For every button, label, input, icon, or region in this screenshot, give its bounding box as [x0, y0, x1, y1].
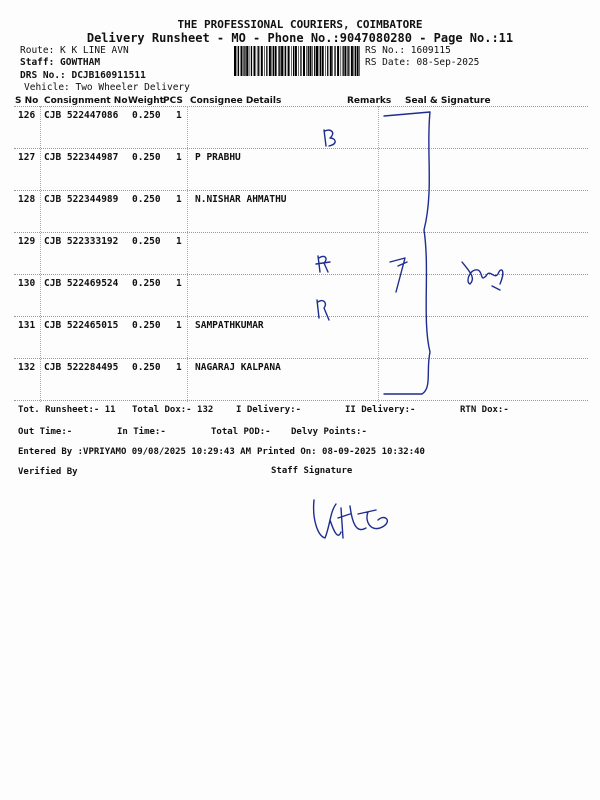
out-time: Out Time:-: [18, 427, 73, 437]
row-sno: 132: [18, 362, 36, 373]
row-consignment: CJB 522344987: [44, 152, 119, 163]
col-header-pcs: PCS: [163, 96, 183, 106]
row-consignment: CJB 522344989: [44, 194, 119, 205]
row-pcs: 1: [176, 194, 182, 205]
col-header-remarks: Remarks: [347, 96, 392, 106]
total-pod: Total POD:-: [211, 427, 271, 437]
row-weight: 0.250: [132, 278, 161, 289]
drs-number: DRS No.: DCJB160911511: [20, 70, 146, 81]
row-consignment: CJB 522465015: [44, 320, 119, 331]
company-name: THE PROFESSIONAL COURIERS, COIMBATORE: [177, 18, 423, 31]
total-dox: Total Dox:- 132: [132, 405, 214, 415]
row-consignment: CJB 522284495: [44, 362, 119, 373]
rtn-dox: RTN Dox:-: [460, 405, 509, 415]
row-weight: 0.250: [132, 236, 161, 247]
row-consignee: NAGARAJ KALPANA: [195, 362, 281, 373]
row-sno: 128: [18, 194, 36, 205]
col-header-sno: S No: [15, 96, 39, 106]
runsheet-subtitle: Delivery Runsheet - MO - Phone No.:9047080280 - Page No.:11: [86, 31, 514, 45]
route-label: Route: K K LINE AVN: [20, 45, 129, 56]
row-sno: 127: [18, 152, 36, 163]
staff-label: Staff: GOWTHAM: [20, 57, 101, 68]
row-pcs: 1: [176, 110, 182, 121]
row-pcs: 1: [176, 320, 182, 331]
row-sno: 129: [18, 236, 36, 247]
staff-signature-label: Staff Signature: [271, 466, 353, 476]
row-consignee: P PRABHU: [195, 152, 241, 163]
col-header-consignee: Consignee Details: [190, 96, 282, 106]
row-consignment: CJB 522469524: [44, 278, 119, 289]
delvy-points: Delvy Points:-: [291, 427, 367, 437]
col-header-weight: Weight: [128, 96, 164, 106]
rs-number: RS No.: 1609115: [365, 45, 451, 56]
row-pcs: 1: [176, 278, 182, 289]
row-consignee: N.NISHAR AHMATHU: [195, 194, 287, 205]
i-delivery: I Delivery:-: [236, 405, 302, 415]
row-sno: 126: [18, 110, 36, 121]
printed-on: Printed On: 08-09-2025 10:32:40: [257, 447, 425, 457]
row-pcs: 1: [176, 362, 182, 373]
row-consignment: CJB 522333192: [44, 236, 119, 247]
row-pcs: 1: [176, 152, 182, 163]
row-weight: 0.250: [132, 110, 161, 121]
row-weight: 0.250: [132, 194, 161, 205]
col-header-consignment: Consignment No: [44, 96, 128, 106]
row-pcs: 1: [176, 236, 182, 247]
col-header-seal: Seal & Signature: [405, 96, 491, 106]
verified-by: Verified By: [18, 467, 78, 477]
in-time: In Time:-: [117, 427, 166, 437]
row-weight: 0.250: [132, 152, 161, 163]
rs-date: RS Date: 08-Sep-2025: [365, 57, 480, 68]
ii-delivery: II Delivery:-: [345, 405, 416, 415]
row-consignee: SAMPATHKUMAR: [195, 320, 264, 331]
row-sno: 130: [18, 278, 36, 289]
vehicle-label: Vehicle: Two Wheeler Delivery: [24, 82, 190, 93]
row-sno: 131: [18, 320, 36, 331]
row-consignment: CJB 522447086: [44, 110, 119, 121]
row-weight: 0.250: [132, 320, 161, 331]
row-weight: 0.250: [132, 362, 161, 373]
tot-runsheet: Tot. Runsheet:- 11: [18, 405, 116, 415]
entered-by: Entered By :VPRIYAMO 09/08/2025 10:29:43 AM: [18, 447, 251, 457]
